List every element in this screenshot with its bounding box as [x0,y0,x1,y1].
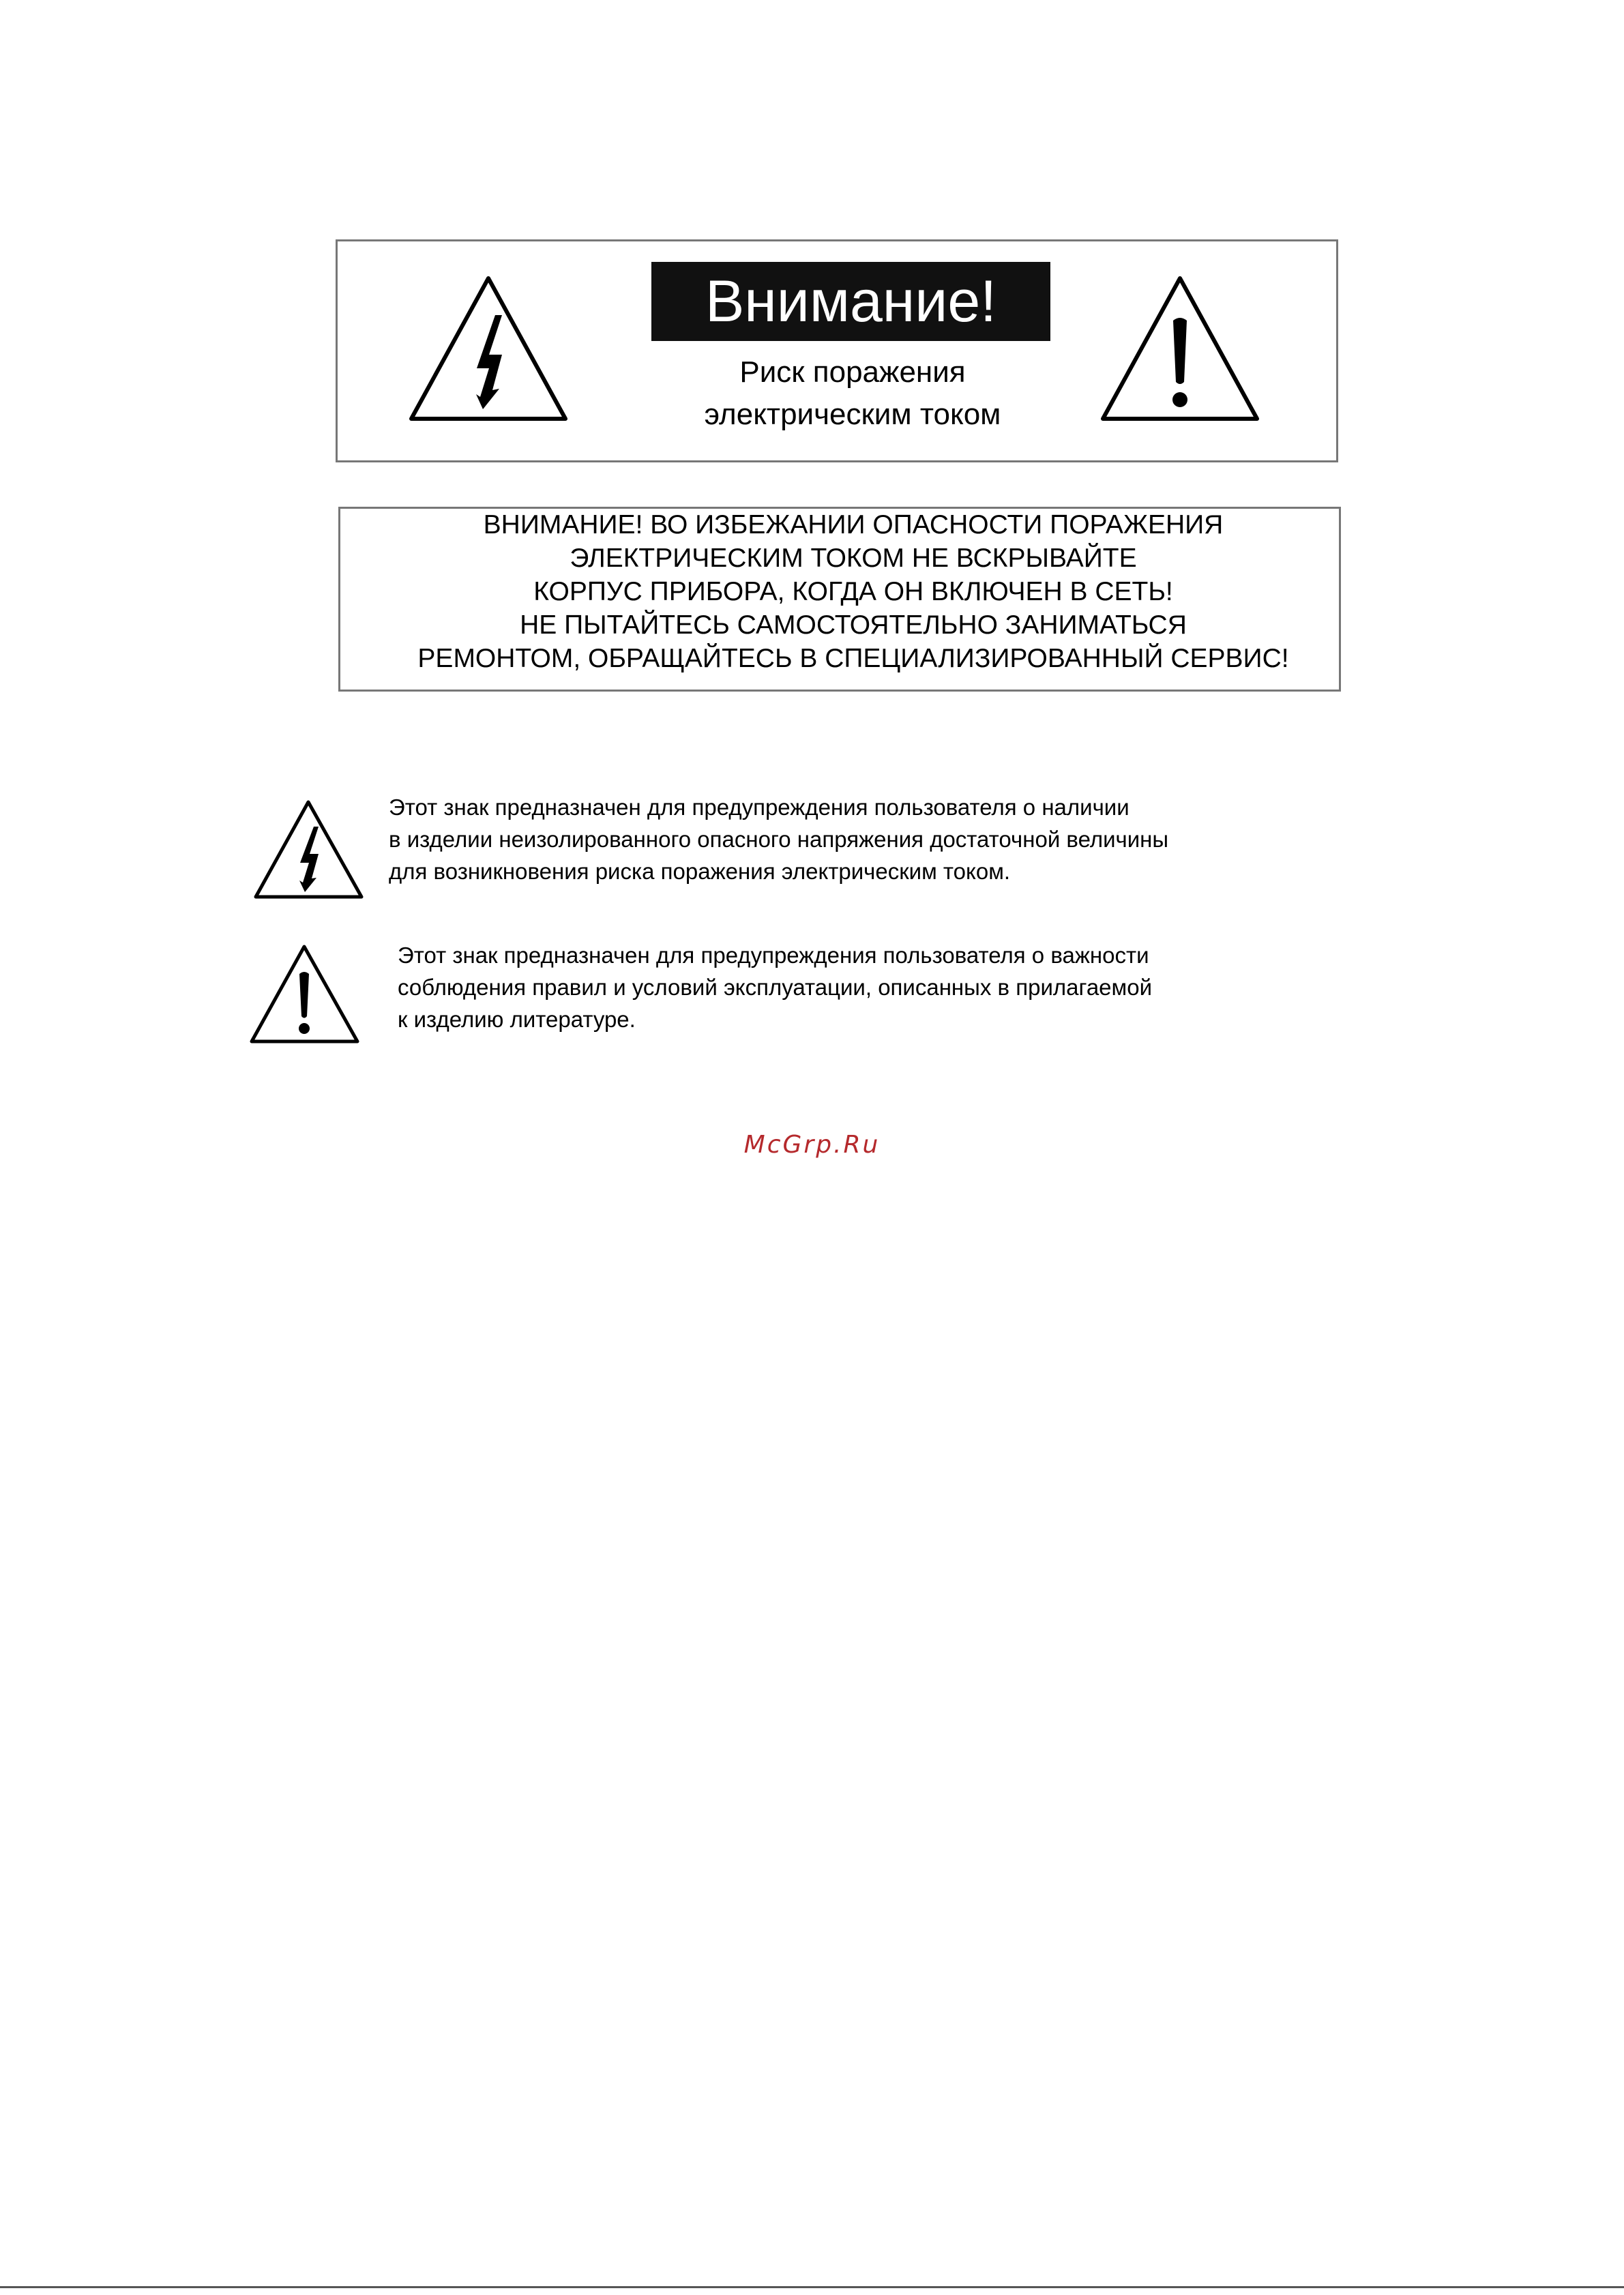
caution-line: КОРПУС ПРИБОРА, КОГДА ОН ВКЛЮЧЕН В СЕТЬ! [533,577,1173,606]
lightning-triangle-icon [252,798,365,900]
exclamation-triangle-icon [1098,273,1262,424]
caution-line: РЕМОНТОМ, ОБРАЩАЙТЕСЬ В СПЕЦИАЛИЗИРОВАННЫЙ СЕРВИС! [417,644,1289,673]
warning-subtitle-line: Риск поражения [739,355,966,389]
explanation-manual [398,939,1152,1035]
explanation-line: соблюдения правил и условий эксплуатации, описанных в прилагаемой [398,975,1152,1000]
warning-subtitle [614,351,1091,436]
caution-line: НЕ ПЫТАЙТЕСЬ САМОСТОЯТЕЛЬНО ЗАНИМАТЬСЯ [520,610,1187,640]
caution-line: ВНИМАНИЕ! ВО ИЗБЕЖАНИИ ОПАСНОСТИ ПОРАЖЕНИЯ [483,510,1224,539]
exclamation-triangle-icon [248,943,361,1045]
caution-text [338,508,1341,675]
warning-subtitle-line: электрическим током [704,398,1001,431]
watermark: McGrp.Ru [743,1131,881,1159]
explanation-line: в изделии неизолированного опасного напряжения достаточной величины [389,827,1169,852]
explanation-shock [389,791,1168,887]
explanation-line: к изделию литературе. [398,1007,636,1032]
explanation-line: для возникновения риска поражения электрическим током. [389,859,1011,884]
footer-line [0,2286,1624,2288]
lightning-triangle-icon [407,273,570,424]
explanation-line: Этот знак предназначен для предупреждения пользователя о важности [398,943,1149,968]
caution-line: ЭЛЕКТРИЧЕСКИМ ТОКОМ НЕ ВСКРЫВАЙТЕ [570,544,1137,573]
explanation-line: Этот знак предназначен для предупреждения пользователя о наличии [389,795,1130,820]
warning-banner: Внимание! [651,262,1050,341]
